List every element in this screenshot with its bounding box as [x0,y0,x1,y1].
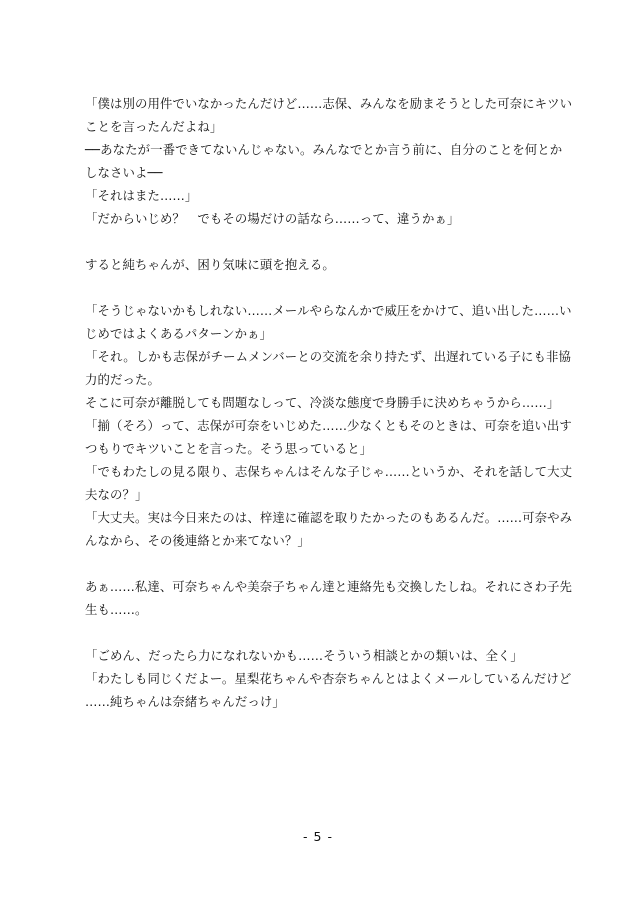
text-line: 「だからいじめ？ でもその場だけの話なら……って、違うかぁ」 [85,211,460,226]
blank-line [85,552,555,575]
blank-line [85,230,555,253]
text-line: 生も……。 [85,602,148,617]
text-line: ──あなたが一番できてないんじゃない。みんなでとか言う前に、自分のことを何とか [85,142,563,157]
text-line: 「それ。しかも志保がチームメンバーとの交流を余り持たず、出遅れている子にも非協 [85,349,572,364]
text-line: ことを言ったんだよね」 [85,119,223,134]
text-line: 力的だった。 [85,372,160,387]
text-line: つもりでキツいことを言った。そう思っていると」 [85,441,373,456]
text-line: 夫なの？」 [85,487,148,502]
text-line: 「ごめん、だったら力になれないかも……そういう相談とかの類いは、全く」 [85,648,523,663]
text-line: すると純ちゃんが、困り気味に頭を抱える。 [85,257,335,272]
text-line: そこに可奈が離脱しても問題なしって、冷淡な態度で身勝手に決めちゃうから……」 [85,395,560,410]
body-text [85,92,573,713]
page-number: - 5 - [303,829,333,844]
text-line: 「大丈夫。実は今日来たのは、梓達に確認を取りたかったのもあるんだ。……可奈やみ [85,510,573,525]
blank-line [85,621,555,644]
text-line: じめではよくあるパターンかぁ」 [85,326,273,341]
text-line: 「でもわたしの見る限り、志保ちゃんはそんな子じゃ……というか、それを話して大丈 [85,464,573,479]
text-line: 「揃（そろ）って、志保が可奈をいじめた……少なくともそのときは、可奈を追い出す [85,418,572,433]
text-line: 「僕は別の用件でいなかったんだけど……志保、みんなを励まそうとした可奈にキツい [85,96,573,111]
text-line: んなから、その後連絡とか来てない？」 [85,533,310,548]
text-line: 「それはまた……」 [85,188,198,203]
text-line: 「わたしも同じくだよー。星梨花ちゃんや杏奈ちゃんとはよくメールしているんだけど [85,671,572,686]
text-line: しなさいよ── [85,165,163,180]
text-line: あぁ……私達、可奈ちゃんや美奈子ちゃん達と連絡先も交換したしね。それにさわ子先 [85,579,573,594]
text-line: ……純ちゃんは奈緒ちゃんだっけ」 [85,694,285,709]
text-line: 「そうじゃないかもしれない……メールやらなんかで威圧をかけて、追い出した……い [85,303,572,318]
blank-line [85,276,555,299]
